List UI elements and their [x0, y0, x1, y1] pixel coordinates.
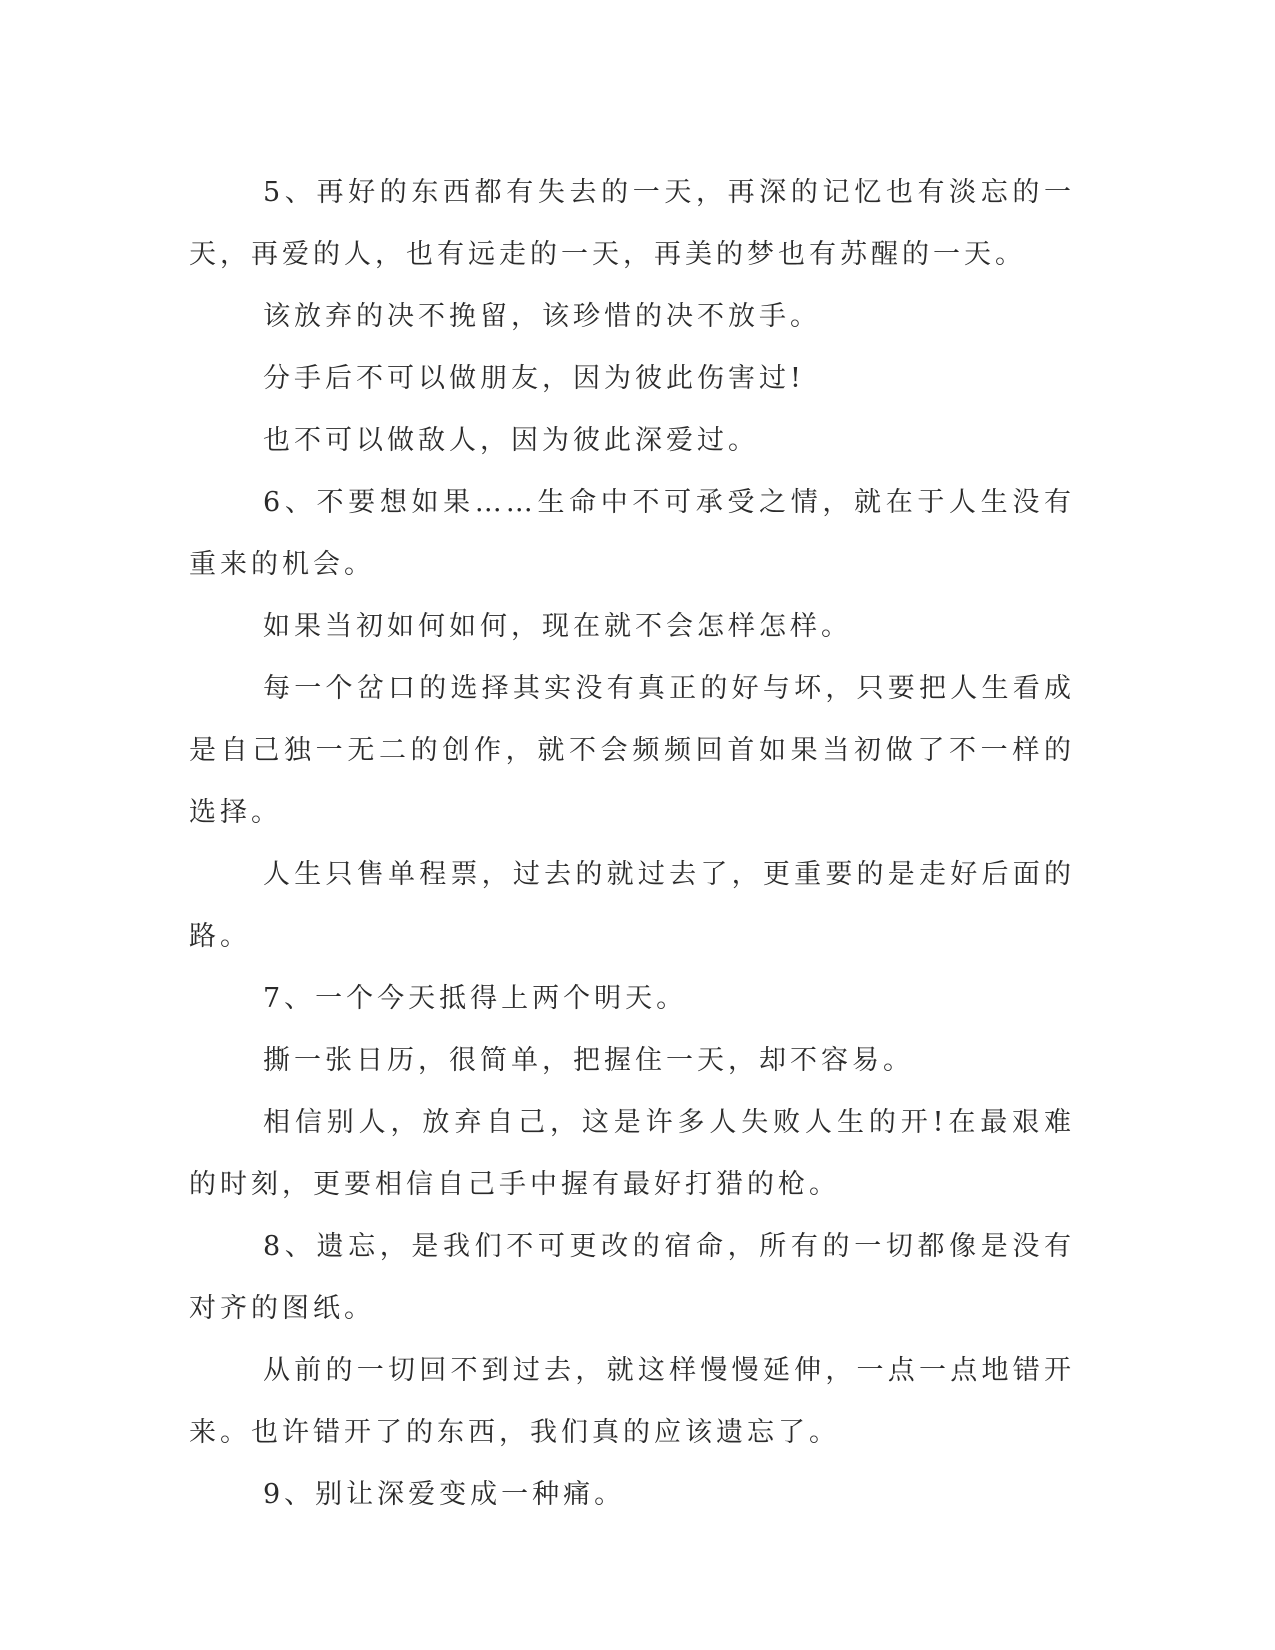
paragraph: 撕一张日历，很简单，把握住一天，却不容易。	[263, 1045, 914, 1076]
paragraph: 6、不要想如果……生命中不可承受之情，就在于人生没有重来的机会。	[189, 487, 1075, 580]
paragraph: 每一个岔口的选择其实没有真正的好与坏，只要把人生看成是自己独一无二的创作，就不会频频回首如果当初做了不一样的选择。	[189, 673, 1075, 828]
paragraph: 人生只售单程票，过去的就过去了，更重要的是走好后面的路。	[189, 859, 1075, 952]
paragraph: 也不可以做敌人，因为彼此深爱过。	[263, 425, 759, 456]
paragraph: 如果当初如何如何，现在就不会怎样怎样。	[263, 611, 852, 642]
paragraph: 9、别让深爱变成一种痛。	[263, 1479, 626, 1510]
paragraph: 5、再好的东西都有失去的一天，再深的记忆也有淡忘的一天，再爱的人，也有远走的一天，再美的梦也有苏醒的一天。	[189, 177, 1075, 270]
paragraph: 分手后不可以做朋友，因为彼此伤害过!	[263, 363, 805, 394]
paragraph: 相信别人，放弃自己，这是许多人失败人生的开!在最艰难的时刻，更要相信自己手中握有最好打猎的枪。	[189, 1107, 1075, 1200]
paragraph: 8、遗忘，是我们不可更改的宿命，所有的一切都像是没有对齐的图纸。	[189, 1231, 1075, 1324]
body-text	[189, 162, 1075, 1526]
paragraph: 7、一个今天抵得上两个明天。	[263, 983, 688, 1014]
paragraph: 该放弃的决不挽留，该珍惜的决不放手。	[263, 301, 821, 332]
paragraph: 从前的一切回不到过去，就这样慢慢延伸，一点一点地错开来。也许错开了的东西，我们真的应该遗忘了。	[189, 1355, 1075, 1448]
